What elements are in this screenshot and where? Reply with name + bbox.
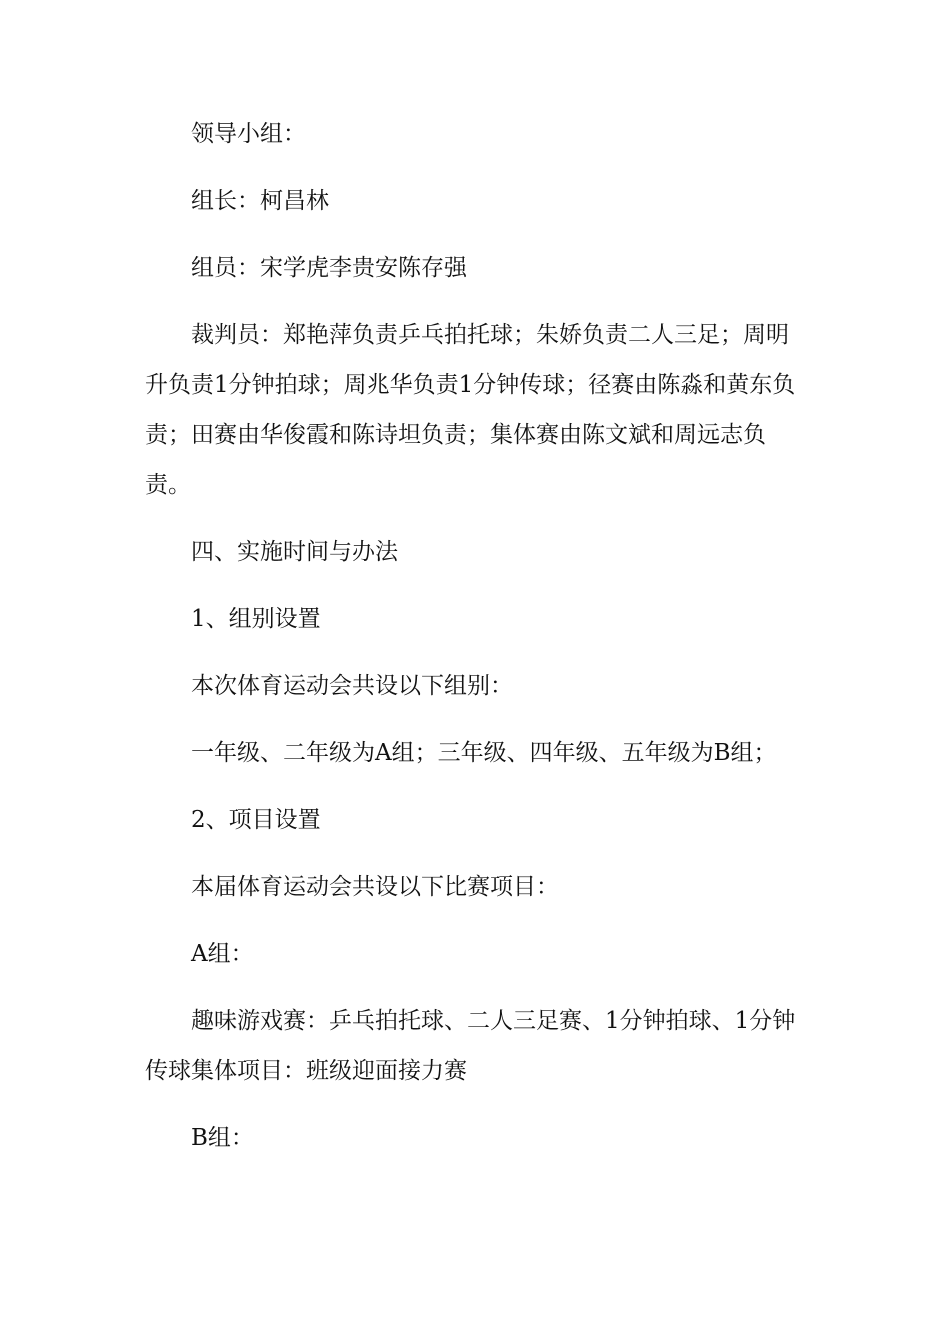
paragraph-groups-definition: 一年级、二年级为A组；三年级、四年级、五年级为B组；	[191, 740, 777, 766]
paragraph-group-leader: 组长：柯昌林	[191, 188, 329, 214]
paragraph-events-intro: 本届体育运动会共设以下比赛项目：	[191, 874, 559, 900]
label-group-b: B组：	[191, 1125, 254, 1151]
paragraph-group-members: 组员：宋学虎李贵安陈存强	[191, 255, 467, 281]
subheading-group-setup: 1、组别设置	[191, 606, 321, 632]
paragraph-group-a-events: 趣味游戏赛：乒乓拍托球、二人三足赛、1分钟拍球、1分钟传球集体项目：班级迎面接力赛	[145, 1008, 796, 1084]
paragraph-referees: 裁判员：郑艳萍负责乒乓拍托球；朱娇负责二人三足；周明升负责1分钟拍球；周兆华负责1分钟传球；径赛由陈淼和黄东负责；田赛由华俊霞和陈诗坦负责；集体赛由陈文斌和周远志负责。	[145, 322, 796, 498]
section-heading-implementation: 四、实施时间与办法	[191, 539, 398, 565]
document-body	[145, 109, 810, 1180]
subheading-event-setup: 2、项目设置	[191, 807, 321, 833]
paragraph-groups-intro: 本次体育运动会共设以下组别：	[191, 673, 513, 699]
paragraph-leadership-group: 领导小组：	[191, 121, 306, 147]
label-group-a: A组：	[191, 941, 254, 967]
